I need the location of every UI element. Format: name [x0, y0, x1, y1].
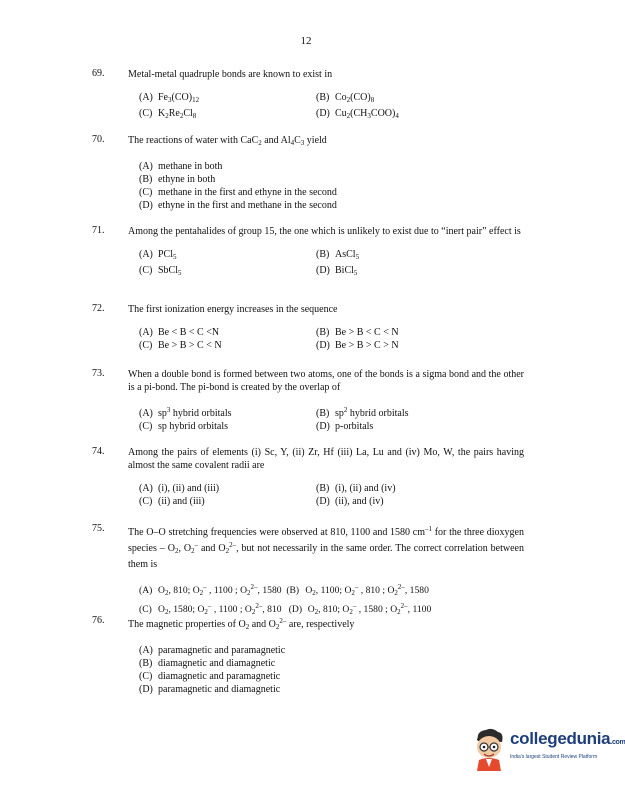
logo-tagline: India's largest Student Review Platform: [510, 754, 598, 760]
option-c: (C) $O_2$, 1580; $O_2^-$ , 1100 ; $O_2^{2-}$, 810: [139, 602, 282, 616]
option-a: (A) (i), (ii) and (iii): [139, 483, 220, 494]
question-text: When a double bond is formed between two atoms, one of the bonds is a sigma bond and the other is a pi-bond. The pi-bond is created by the overlap of: [128, 369, 524, 393]
option-b: (B) diamagnetic and diamagnetic: [139, 658, 276, 669]
options: [139, 91, 524, 123]
question-text: The O–O stretching frequencies were observed at 810, 1100 and 1580 $cm^{-1}$ for the three dioxygen species – $O_2$, $O_2^-$ and $O_2^{2-}$, but not necessarily in the same order. The correct correlation between them is: [128, 525, 524, 570]
options: [139, 404, 524, 433]
question-number: 73.: [92, 368, 105, 379]
question-71: [92, 225, 524, 280]
options: [139, 326, 524, 352]
option-c: (C) Be > B > C < N: [139, 340, 222, 351]
question-76: [92, 615, 524, 696]
option-c: (C) sp hybrid orbitals: [139, 421, 228, 432]
question-number: 75.: [92, 523, 105, 534]
option-d: (D) ethyne in the first and methane in the second: [139, 200, 337, 211]
option-b: (B) (i), (ii) and (iv): [316, 483, 396, 494]
options: [139, 482, 524, 508]
option-d: (D) $O_2$, 810; $O_2^-$ , 1580 ; $O_2^{2-}$, 1100: [288, 602, 432, 616]
question-73: [92, 368, 524, 433]
options: [139, 581, 524, 619]
question-number: 76.: [92, 615, 105, 626]
options-row-1: [139, 581, 524, 600]
question-number: 70.: [92, 134, 105, 145]
question-number: 74.: [92, 446, 105, 457]
question-number: 69.: [92, 68, 105, 79]
option-d: (D) Be > B > C > N: [316, 340, 399, 351]
option-b: (B) ethyne in both: [139, 174, 216, 185]
option-b: (B) $sp^2$ hybrid orbitals: [316, 406, 409, 419]
option-d: (D) BiCl$_5$: [316, 265, 358, 277]
option-a: (A) methane in both: [139, 161, 223, 172]
collegedunia-logo[interactable]: [470, 727, 625, 771]
options: [139, 644, 524, 696]
option-c: (C) $K_2Re_2Cl_8$: [139, 108, 197, 120]
question-text: Among the pairs of elements (i) Sc, Y, (ii) Zr, Hf (iii) La, Lu and (iv) Mo, W, the pairs having almost the same covalent radii are: [128, 447, 524, 471]
option-d: (D) paramagnetic and diamagnetic: [139, 684, 281, 695]
question-72: [92, 303, 524, 352]
option-a: (A) $Fe_3(CO)_{12}$: [139, 92, 200, 104]
options: [139, 160, 524, 212]
question-text: Among the pentahalides of group 15, the one which is unlikely to exist due to “inert pair” effect is: [128, 226, 521, 237]
logo-suffix: .com: [610, 739, 625, 746]
option-c: (C) SbCl$_5$: [139, 265, 182, 277]
question-text: The magnetic properties of $O_2$ and $O_2^{2-}$ are, respectively: [128, 617, 355, 631]
question-number: 72.: [92, 303, 105, 314]
option-b: (B) $Co_2(CO)_8$: [316, 92, 375, 104]
option-b: (B) AsCl$_5$: [316, 249, 360, 261]
option-d: (D) $Cu_2(CH_3COO)_4$: [316, 108, 399, 120]
option-a: (A) paramagnetic and paramagnetic: [139, 645, 286, 656]
option-d: (D) p-orbitals: [316, 421, 374, 432]
question-text: Metal-metal quadruple bonds are known to exist in: [128, 69, 333, 80]
option-c: (C) diamagnetic and paramagnetic: [139, 671, 281, 682]
logo-wordmark: collegedunia: [510, 729, 611, 748]
question-74: [92, 446, 524, 508]
question-70: [92, 134, 524, 212]
option-d: (D) (ii), and (iv): [316, 496, 384, 507]
option-c: (C) methane in the first and ethyne in the second: [139, 187, 337, 198]
question-number: 71.: [92, 225, 105, 236]
page-number: 12: [300, 35, 312, 47]
question-69: [92, 68, 524, 123]
option-b: (B) $O_2$, 1100; $O_2^-$ , 810 ; $O_2^{2-}$, 1580: [286, 583, 429, 597]
option-b: (B) Be > B < C < N: [316, 327, 399, 338]
option-a: (A) PCl$_5$: [139, 249, 177, 261]
option-a: (A) $sp^3$ hybrid orbitals: [139, 406, 232, 419]
question-75: [92, 523, 524, 619]
option-a: (A) $O_2$, 810; $O_2^-$ , 1100 ; $O_2^{2-}$, 1580: [139, 583, 282, 597]
option-c: (C) (ii) and (iii): [139, 496, 205, 507]
options: [139, 248, 524, 280]
mascot-icon: [470, 727, 508, 771]
option-a: (A) Be < B < C <N: [139, 327, 220, 338]
question-text: The reactions of water with CaC$_2$ and $Al_4C_3$ yield: [128, 135, 327, 147]
question-text: The first ionization energy increases in the sequence: [128, 304, 338, 315]
